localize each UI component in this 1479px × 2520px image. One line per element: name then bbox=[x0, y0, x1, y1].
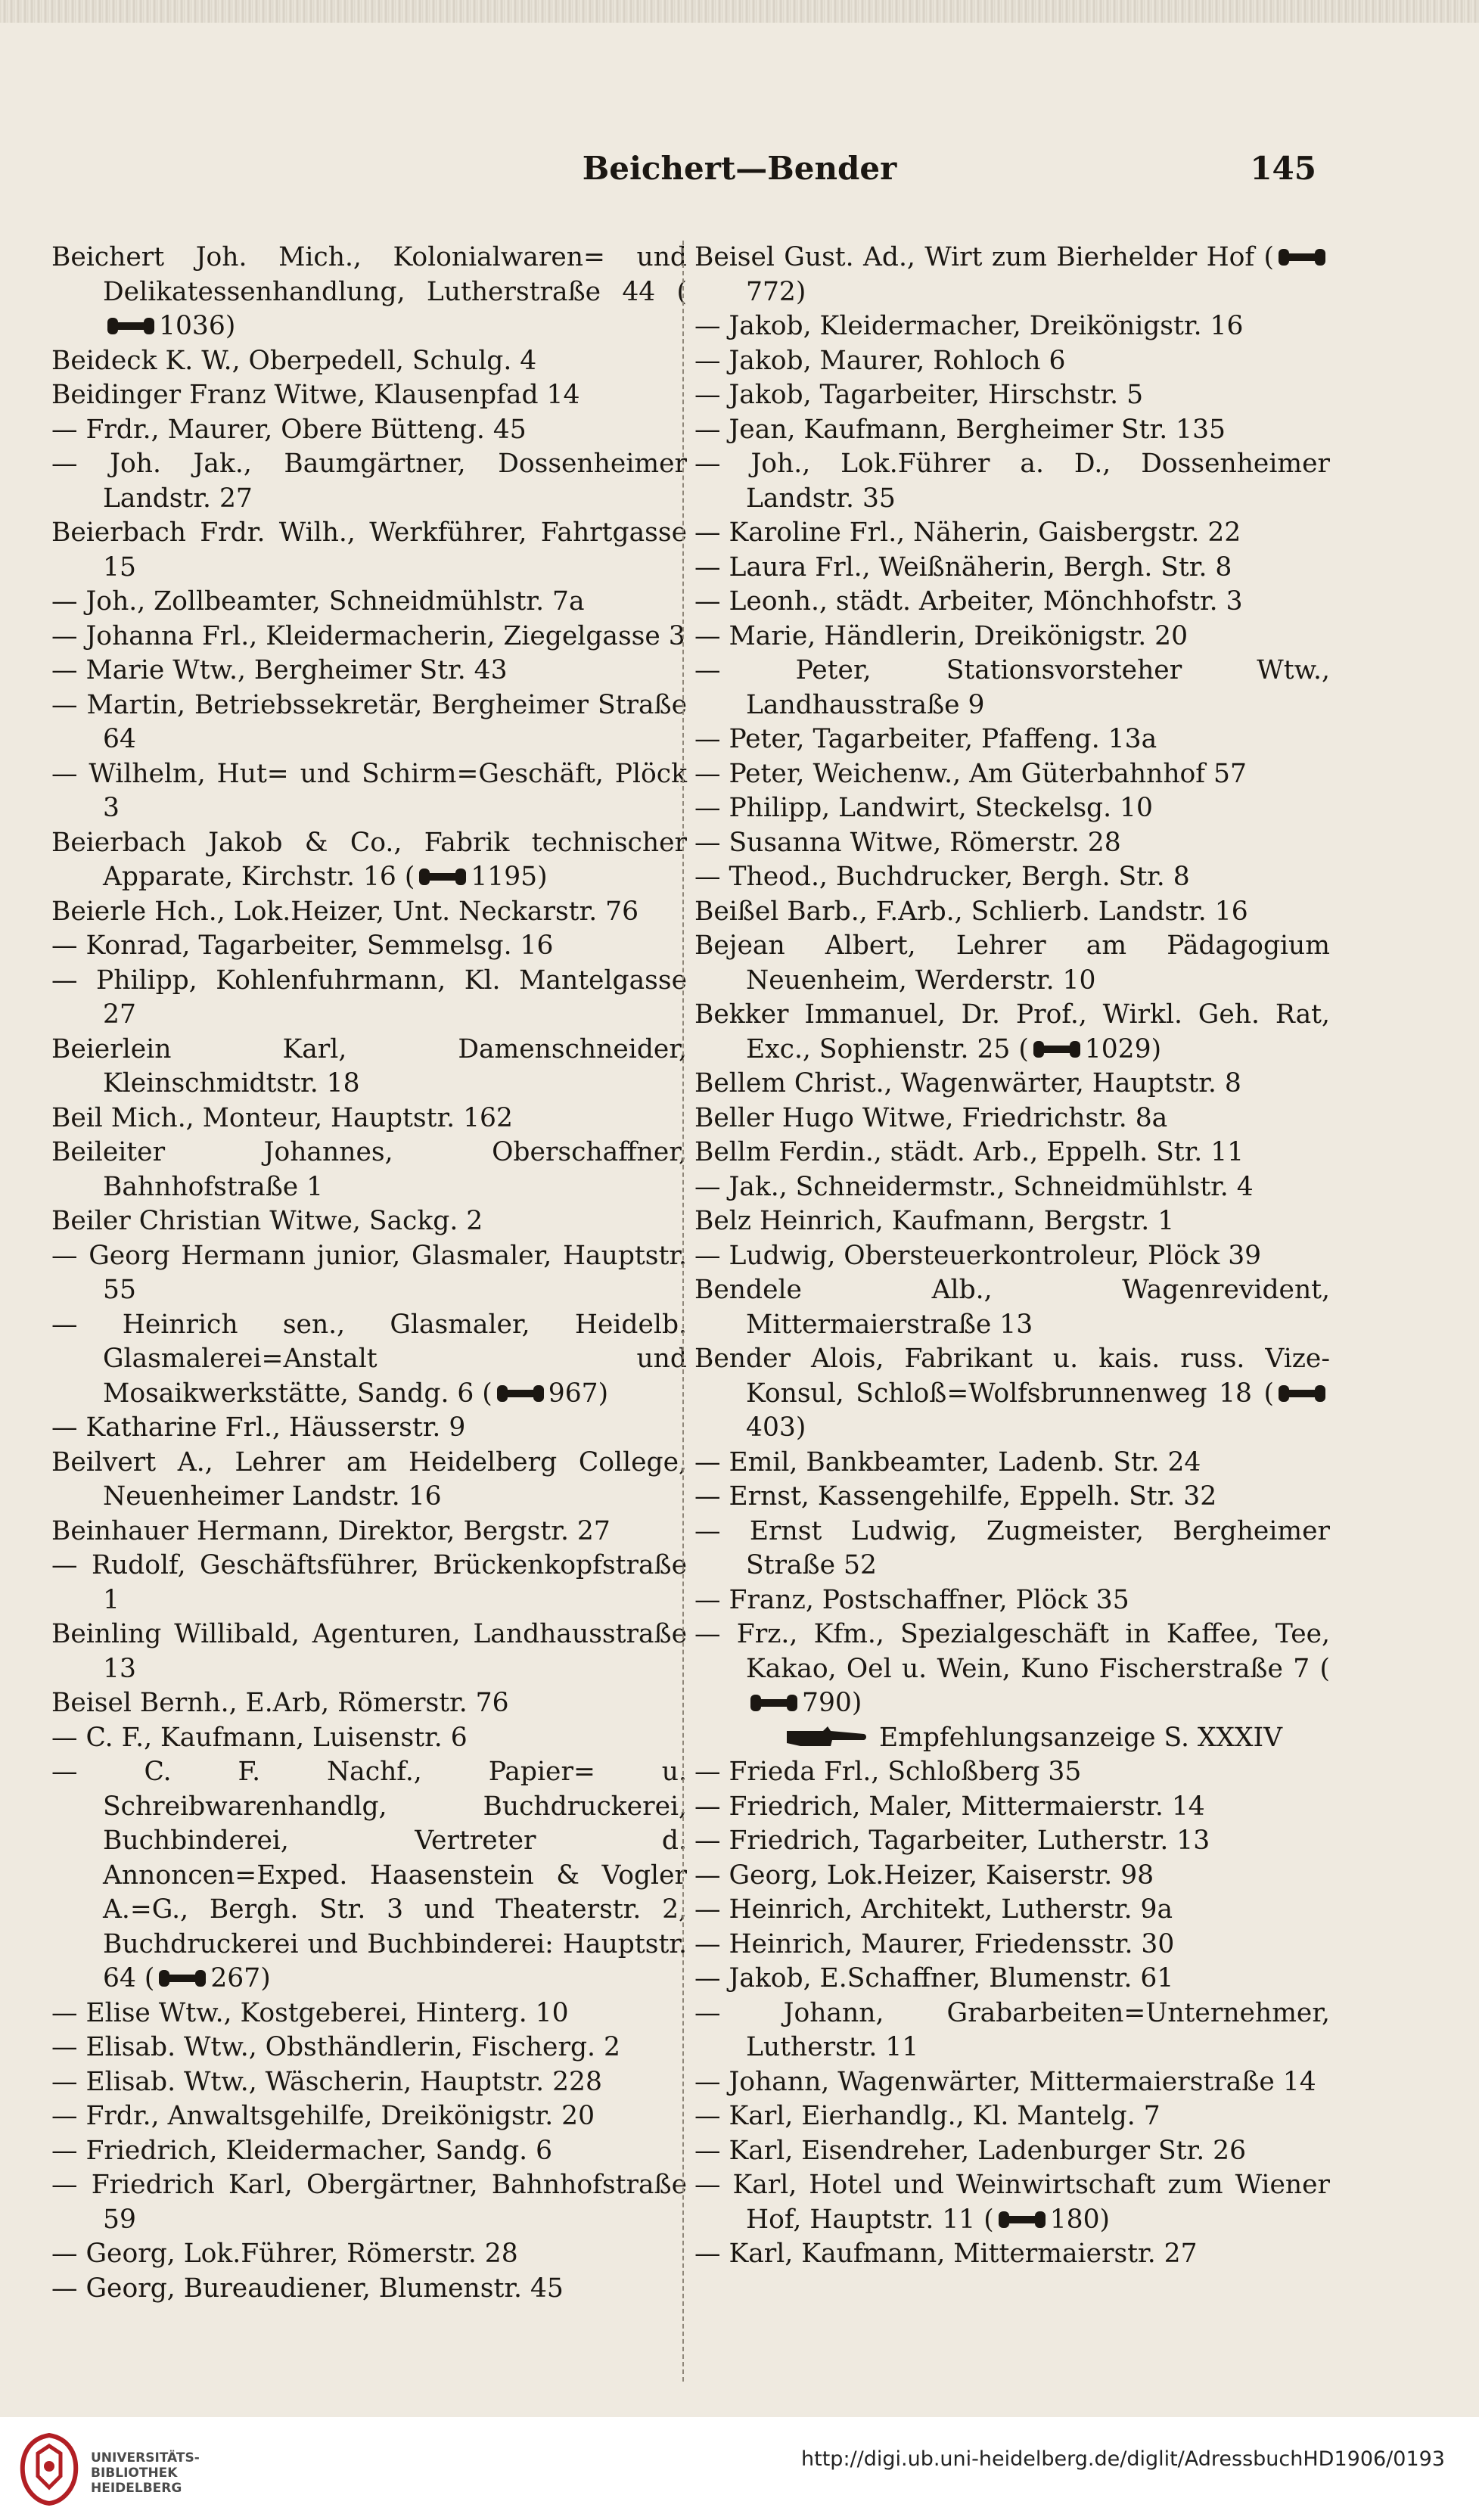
directory-entry bbox=[51, 1136, 687, 1204]
directory-entry bbox=[51, 1721, 687, 1756]
entry-text: Beidinger Franz Witwe, Klausenpfad 14 bbox=[51, 380, 580, 410]
library-logo[interactable] bbox=[15, 2431, 242, 2514]
entry-text: Beller Hugo Witwe, Friedrichstr. 8a bbox=[694, 1102, 1168, 1133]
entry-text: Beierbach Frdr. Wilh., Werkführer, Fahrtgasse 15 bbox=[51, 517, 687, 583]
directory-entry bbox=[51, 1411, 687, 1446]
entry-text: — Karoline Frl., Näherin, Gaisbergstr. 22 bbox=[694, 517, 1241, 548]
entry-text: — Johann, Wagenwärter, Mittermaierstraße 14 bbox=[694, 2066, 1316, 2097]
telephone-number: 772 bbox=[746, 276, 796, 307]
directory-entry bbox=[694, 585, 1330, 620]
telephone-number: 180 bbox=[1049, 2204, 1100, 2235]
telephone-number: 1195 bbox=[471, 862, 538, 892]
directory-entry bbox=[51, 1204, 687, 1239]
entry-text: — Heinrich, Maurer, Friedensstr. 30 bbox=[694, 1928, 1175, 1959]
directory-entry bbox=[51, 1515, 687, 1549]
entry-text: — Friedrich, Tagarbeiter, Lutherstr. 13 bbox=[694, 1826, 1210, 1856]
entry-text: — Jak., Schneidermstr., Schneidmühlstr. 4 bbox=[694, 1171, 1254, 1202]
telephone-number: 267 bbox=[210, 1963, 261, 1993]
directory-entry bbox=[51, 2099, 687, 2134]
directory-entry bbox=[694, 413, 1330, 448]
entry-text: Beilvert A., Lehrer am Heidelberg College, Neuenheimer Landstr. 16 bbox=[51, 1446, 687, 1512]
directory-entry bbox=[51, 1686, 687, 1721]
directory-entry bbox=[694, 654, 1330, 722]
directory-entry bbox=[694, 998, 1330, 1067]
entry-text: — C. F., Kaufmann, Luisenstr. 6 bbox=[51, 1722, 468, 1753]
directory-entry bbox=[694, 895, 1330, 930]
directory-entry bbox=[51, 447, 687, 516]
entry-text: — Philipp, Kohlenfuhrmann, Kl. Mantelgasse 27 bbox=[51, 965, 687, 1030]
entry-text: Beileiter Johannes, Oberschaffner, Bahnhofstraße 1 bbox=[51, 1137, 687, 1202]
directory-entry bbox=[51, 344, 687, 379]
directory-entry bbox=[51, 2168, 687, 2237]
directory-entry bbox=[694, 929, 1330, 998]
entry-text: Beisel Gust. Ad., Wirt zum Bierhelder Hof ( bbox=[694, 242, 1274, 272]
library-name-line-1: UNIVERSITÄTS- bbox=[91, 2450, 200, 2466]
directory-entry bbox=[694, 378, 1330, 413]
directory-entry bbox=[694, 1480, 1330, 1515]
directory-entry bbox=[694, 1893, 1330, 1928]
directory-entry bbox=[694, 1583, 1330, 1618]
entry-text: — Frdr., Anwaltsgehilfe, Dreikönigstr. 20 bbox=[51, 2101, 595, 2131]
directory-entry bbox=[694, 1996, 1330, 2065]
entry-text: Beierbach Jakob & Co., Fabrik technischer Apparate, Kirchstr. 16 ( bbox=[51, 827, 687, 892]
directory-entry bbox=[51, 929, 687, 964]
entry-text: — Karl, Kaufmann, Mittermaierstr. 27 bbox=[694, 2239, 1198, 2269]
entry-text: — Peter, Stationsvorsteher Wtw., Landhausstraße 9 bbox=[694, 655, 1330, 720]
entry-text: — Leonh., städt. Arbeiter, Mönchhofstr. 3 bbox=[694, 586, 1243, 617]
entry-text: — Elisab. Wtw., Obsthändlerin, Fischerg. 2 bbox=[51, 2032, 620, 2062]
entry-text: — Franz, Postschaffner, Plöck 35 bbox=[694, 1584, 1129, 1615]
directory-entry bbox=[694, 860, 1330, 895]
entry-text: — Georg, Bureaudiener, Blumenstr. 45 bbox=[51, 2273, 564, 2304]
directory-entry bbox=[694, 1446, 1330, 1481]
closing-parenthesis: ) bbox=[795, 276, 806, 307]
directory-entry bbox=[694, 826, 1330, 861]
entry-text: Belz Heinrich, Kaufmann, Bergstr. 1 bbox=[694, 1206, 1175, 1236]
entry-text: Beinhauer Hermann, Direktor, Bergstr. 27 bbox=[51, 1515, 611, 1546]
telephone-number: 967 bbox=[548, 1378, 598, 1409]
entry-text: — Johann, Grabarbeiten=Unternehmer, Lutherstr. 11 bbox=[694, 1997, 1330, 2062]
directory-entry bbox=[51, 1755, 687, 1996]
advertisement-notice bbox=[694, 1721, 1330, 1756]
directory-entry bbox=[694, 1170, 1330, 1205]
entry-text: Bellm Ferdin., städt. Arb., Eppelh. Str. 11 bbox=[694, 1137, 1244, 1167]
directory-entry bbox=[51, 1239, 687, 1308]
directory-entry bbox=[51, 241, 687, 344]
page-number: 145 bbox=[1250, 150, 1316, 187]
entry-text: Beichert Joh. Mich., Kolonialwaren= und Delikatessenhandlung, Lutherstraße 44 ( bbox=[51, 242, 687, 307]
directory-entry bbox=[51, 2031, 687, 2065]
entry-text: Beideck K. W., Oberpedell, Schulg. 4 bbox=[51, 345, 537, 376]
directory-entry bbox=[51, 2065, 687, 2100]
entry-text: — Johanna Frl., Kleidermacherin, Ziegelgasse 3 bbox=[51, 620, 685, 651]
entry-text: — Jakob, Kleidermacher, Dreikönigstr. 16 bbox=[694, 311, 1244, 341]
closing-parenthesis: ) bbox=[1151, 1033, 1162, 1064]
directory-entry bbox=[694, 1962, 1330, 1996]
entry-text: Beierlein Karl, Damenschneider, Kleinschmidtstr. 18 bbox=[51, 1033, 687, 1098]
entry-text: — Ernst Ludwig, Zugmeister, Bergheimer Straße 52 bbox=[694, 1515, 1330, 1580]
entry-text: Bellem Christ., Wagenwärter, Hauptstr. 8 bbox=[694, 1068, 1241, 1098]
entry-text: — Frz., Kfm., Spezialgeschäft in Kaffee, Tee, Kakao, Oel u. Wein, Kuno Fischerstraße 7 ( bbox=[694, 1619, 1330, 1684]
entry-text: — Karl, Hotel und Weinwirtschaft zum Wiener Hof, Hauptstr. 11 ( bbox=[694, 2170, 1330, 2235]
entry-text: — Heinrich sen., Glasmaler, Heidelb. Glasmalerei=Anstalt und Mosaikwerkstätte, Sandg. 6 ( bbox=[51, 1309, 687, 1409]
entry-text: — Marie Wtw., Bergheimer Str. 43 bbox=[51, 655, 508, 685]
scan-edge-strip bbox=[0, 0, 1479, 23]
entry-text: Bendele Alb., Wagenrevident, Mittermaierstraße 13 bbox=[694, 1275, 1330, 1340]
directory-entry bbox=[694, 1617, 1330, 1721]
telephone-receiver-icon bbox=[1033, 1036, 1080, 1058]
entry-text: — Peter, Tagarbeiter, Pfaffeng. 13a bbox=[694, 724, 1157, 754]
entry-text: — Konrad, Tagarbeiter, Semmelsg. 16 bbox=[51, 931, 554, 961]
entry-text: — C. F. Nachf., Papier= u. Schreibwarenhandlg, Buchdruckerei, Buchbinderei, Vertreter d. Annoncen=Exped. Haasenstein & Vogler A.=G., Bergh. Str. 3 und Theaterstr. 2, Buchdruckerei und Buchbinderei: Hauptstr. 64 ( bbox=[51, 1757, 687, 1993]
entry-text: Bender Alois, Fabrikant u. kais. russ. Vize-Konsul, Schloß=Wolfsbrunnenweg 18 ( bbox=[694, 1344, 1330, 1409]
directory-entry bbox=[51, 2134, 687, 2169]
directory-entry bbox=[694, 1239, 1330, 1274]
entry-text: — Friedrich Karl, Obergärtner, Bahnhofstraße 59 bbox=[51, 2170, 687, 2235]
directory-entry bbox=[51, 1996, 687, 2031]
entry-text: Beisel Bernh., E.Arb, Römerstr. 76 bbox=[51, 1688, 509, 1718]
directory-entry bbox=[694, 2134, 1330, 2169]
directory-entry bbox=[51, 688, 687, 757]
entry-text: — Ludwig, Obersteuerkontroleur, Plöck 39 bbox=[694, 1240, 1262, 1271]
entry-text: — Jakob, E.Schaffner, Blumenstr. 61 bbox=[694, 1963, 1174, 1993]
entry-text: — Karl, Eisendreher, Ladenburger Str. 26 bbox=[694, 2135, 1247, 2166]
directory-entry bbox=[694, 309, 1330, 344]
entry-text: — Ernst, Kassengehilfe, Eppelh. Str. 32 bbox=[694, 1481, 1217, 1512]
entry-text: Beil Mich., Monteur, Hauptstr. 162 bbox=[51, 1102, 513, 1133]
directory-entry bbox=[51, 826, 687, 895]
directory-entry bbox=[694, 1136, 1330, 1170]
closing-parenthesis: ) bbox=[225, 311, 236, 341]
footer bbox=[0, 2417, 1479, 2520]
entry-text: — Heinrich, Architekt, Lutherstr. 9a bbox=[694, 1894, 1173, 1925]
closing-parenthesis: ) bbox=[1099, 2204, 1111, 2235]
telephone-receiver-icon bbox=[497, 1380, 544, 1403]
directory-entry bbox=[694, 1273, 1330, 1342]
telephone-receiver-icon bbox=[419, 863, 466, 886]
entry-text: — Joh. Jak., Baumgärtner, Dossenheimer Landstr. 27 bbox=[51, 449, 687, 514]
directory-entry bbox=[694, 551, 1330, 586]
telephone-number: 1036 bbox=[159, 311, 225, 341]
library-name-line-3: HEIDELBERG bbox=[91, 2481, 182, 2496]
closing-parenthesis: ) bbox=[851, 1688, 862, 1718]
telephone-receiver-icon bbox=[159, 1965, 206, 1987]
entry-text: Bekker Immanuel, Dr. Prof., Wirkl. Geh. Rat, Exc., Sophienstr. 25 ( bbox=[694, 999, 1330, 1064]
directory-entry bbox=[51, 1308, 687, 1412]
directory-entry bbox=[51, 378, 687, 413]
entry-text: — Elise Wtw., Kostgeberei, Hinterg. 10 bbox=[51, 1997, 569, 2028]
directory-entry bbox=[694, 620, 1330, 654]
entry-text: Beiler Christian Witwe, Sackg. 2 bbox=[51, 1206, 483, 1236]
directory-entry bbox=[694, 344, 1330, 379]
entry-text: — Peter, Weichenw., Am Güterbahnhof 57 bbox=[694, 758, 1247, 789]
telephone-receiver-icon bbox=[107, 312, 154, 335]
entry-text: — Frdr., Maurer, Obere Bütteng. 45 bbox=[51, 414, 527, 445]
source-url-link[interactable]: http://digi.ub.uni-heidelberg.de/diglit/AdressbuchHD1906/0193 bbox=[801, 2447, 1445, 2471]
telephone-receiver-icon bbox=[1279, 244, 1325, 266]
entry-text: — Jakob, Maurer, Rohloch 6 bbox=[694, 345, 1066, 376]
directory-entry bbox=[694, 1342, 1330, 1446]
directory-entry bbox=[51, 585, 687, 620]
telephone-receiver-icon bbox=[999, 2206, 1046, 2229]
entry-text: — Friedrich, Maler, Mittermaierstr. 14 bbox=[694, 1791, 1205, 1822]
entry-text: — Marie, Händlerin, Dreikönigstr. 20 bbox=[694, 620, 1188, 651]
entry-text: — Georg, Lok.Heizer, Kaiserstr. 98 bbox=[694, 1860, 1154, 1891]
entry-text: — Karl, Eierhandlg., Kl. Mantelg. 7 bbox=[694, 2101, 1161, 2131]
directory-entry bbox=[694, 2065, 1330, 2100]
telephone-number: 403 bbox=[746, 1412, 796, 1443]
directory-entry bbox=[694, 1515, 1330, 1583]
entry-text: — Susanna Witwe, Römerstr. 28 bbox=[694, 827, 1121, 858]
directory-entry bbox=[51, 1617, 687, 1686]
directory-entry bbox=[51, 1549, 687, 1617]
left-column bbox=[51, 241, 687, 2306]
library-name-line-2: BIBLIOTHEK bbox=[91, 2466, 178, 2481]
telephone-number: 1029 bbox=[1084, 1033, 1151, 1064]
directory-entry bbox=[694, 1204, 1330, 1239]
entry-text: — Elisab. Wtw., Wäscherin, Hauptstr. 228 bbox=[51, 2066, 602, 2097]
closing-parenthesis: ) bbox=[598, 1378, 609, 1409]
directory-entry bbox=[694, 1102, 1330, 1136]
directory-entry bbox=[694, 1824, 1330, 1859]
directory-entry bbox=[51, 757, 687, 826]
directory-entry bbox=[51, 654, 687, 688]
directory-entry bbox=[694, 2237, 1330, 2272]
directory-entry bbox=[694, 1859, 1330, 1894]
entry-text: — Wilhelm, Hut= und Schirm=Geschäft, Plöck 3 bbox=[51, 758, 687, 823]
directory-entry bbox=[51, 516, 687, 585]
entry-text: — Emil, Bankbeamter, Ladenb. Str. 24 bbox=[694, 1446, 1201, 1478]
directory-entry bbox=[51, 964, 687, 1033]
directory-entry bbox=[51, 413, 687, 448]
directory-entry bbox=[51, 1446, 687, 1515]
entry-text: — Joh., Zollbeamter, Schneidmühlstr. 7a bbox=[51, 586, 585, 617]
pointing-hand-icon bbox=[785, 1723, 868, 1751]
entry-text: Beißel Barb., F.Arb., Schlierb. Landstr. 16 bbox=[694, 896, 1248, 927]
entry-text: — Laura Frl., Weißnäherin, Bergh. Str. 8 bbox=[694, 552, 1232, 583]
column-divider bbox=[682, 241, 684, 2382]
entry-text: — Katharine Frl., Häusserstr. 9 bbox=[51, 1412, 466, 1443]
closing-parenthesis: ) bbox=[795, 1412, 806, 1443]
entry-text: Bejean Albert, Lehrer am Pädagogium Neuenheim, Werderstr. 10 bbox=[694, 931, 1330, 996]
directory-entry bbox=[694, 447, 1330, 516]
running-title: Beichert—Bender bbox=[582, 150, 897, 187]
telephone-number: 790 bbox=[802, 1688, 852, 1718]
directory-entry bbox=[694, 1928, 1330, 1962]
entry-text: — Jean, Kaufmann, Bergheimer Str. 135 bbox=[694, 414, 1226, 445]
directory-entry bbox=[694, 2099, 1330, 2134]
entry-text: — Friedrich, Kleidermacher, Sandg. 6 bbox=[51, 2135, 553, 2166]
entry-text: Beierle Hch., Lok.Heizer, Unt. Neckarstr. 76 bbox=[51, 896, 639, 927]
directory-entry bbox=[51, 895, 687, 930]
directory-entry bbox=[694, 722, 1330, 757]
entry-text: — Frieda Frl., Schloßberg 35 bbox=[694, 1757, 1082, 1787]
library-name bbox=[91, 2450, 200, 2496]
right-column bbox=[694, 241, 1330, 2272]
directory-entry bbox=[694, 791, 1330, 826]
directory-entry bbox=[51, 2272, 687, 2307]
directory-entry bbox=[694, 2168, 1330, 2237]
entry-text: — Philipp, Landwirt, Steckelsg. 10 bbox=[694, 793, 1153, 823]
closing-parenthesis: ) bbox=[260, 1963, 271, 1993]
telephone-receiver-icon bbox=[750, 1689, 797, 1712]
entry-text: — Georg, Lok.Führer, Römerstr. 28 bbox=[51, 2239, 518, 2269]
directory-entry bbox=[694, 1790, 1330, 1825]
directory-entry bbox=[51, 1102, 687, 1136]
directory-entry bbox=[694, 1067, 1330, 1102]
entry-text: — Rudolf, Geschäftsführer, Brückenkopfstraße 1 bbox=[51, 1550, 687, 1615]
directory-entry bbox=[694, 757, 1330, 792]
entry-text: — Joh., Lok.Führer a. D., Dossenheimer Landstr. 35 bbox=[694, 449, 1330, 514]
directory-entry bbox=[51, 620, 687, 654]
entry-text: — Martin, Betriebssekretär, Bergheimer Straße 64 bbox=[51, 689, 687, 754]
university-seal-icon bbox=[15, 2431, 83, 2506]
notice-text: Empfehlungsanzeige S. XXXIV bbox=[879, 1722, 1283, 1753]
directory-entry bbox=[51, 2237, 687, 2272]
directory-entry bbox=[694, 1755, 1330, 1790]
entry-text: — Georg Hermann junior, Glasmaler, Hauptstr. 55 bbox=[51, 1240, 687, 1305]
entry-text: — Jakob, Tagarbeiter, Hirschstr. 5 bbox=[694, 380, 1144, 410]
directory-entry bbox=[694, 241, 1330, 309]
directory-entry bbox=[51, 1033, 687, 1102]
directory-entry bbox=[694, 516, 1330, 551]
page-header bbox=[0, 142, 1479, 203]
entry-text: Beinling Willibald, Agenturen, Landhausstraße 13 bbox=[51, 1619, 687, 1684]
telephone-receiver-icon bbox=[1279, 1380, 1325, 1403]
closing-parenthesis: ) bbox=[537, 862, 548, 892]
entry-text: — Theod., Buchdrucker, Bergh. Str. 8 bbox=[694, 862, 1190, 892]
